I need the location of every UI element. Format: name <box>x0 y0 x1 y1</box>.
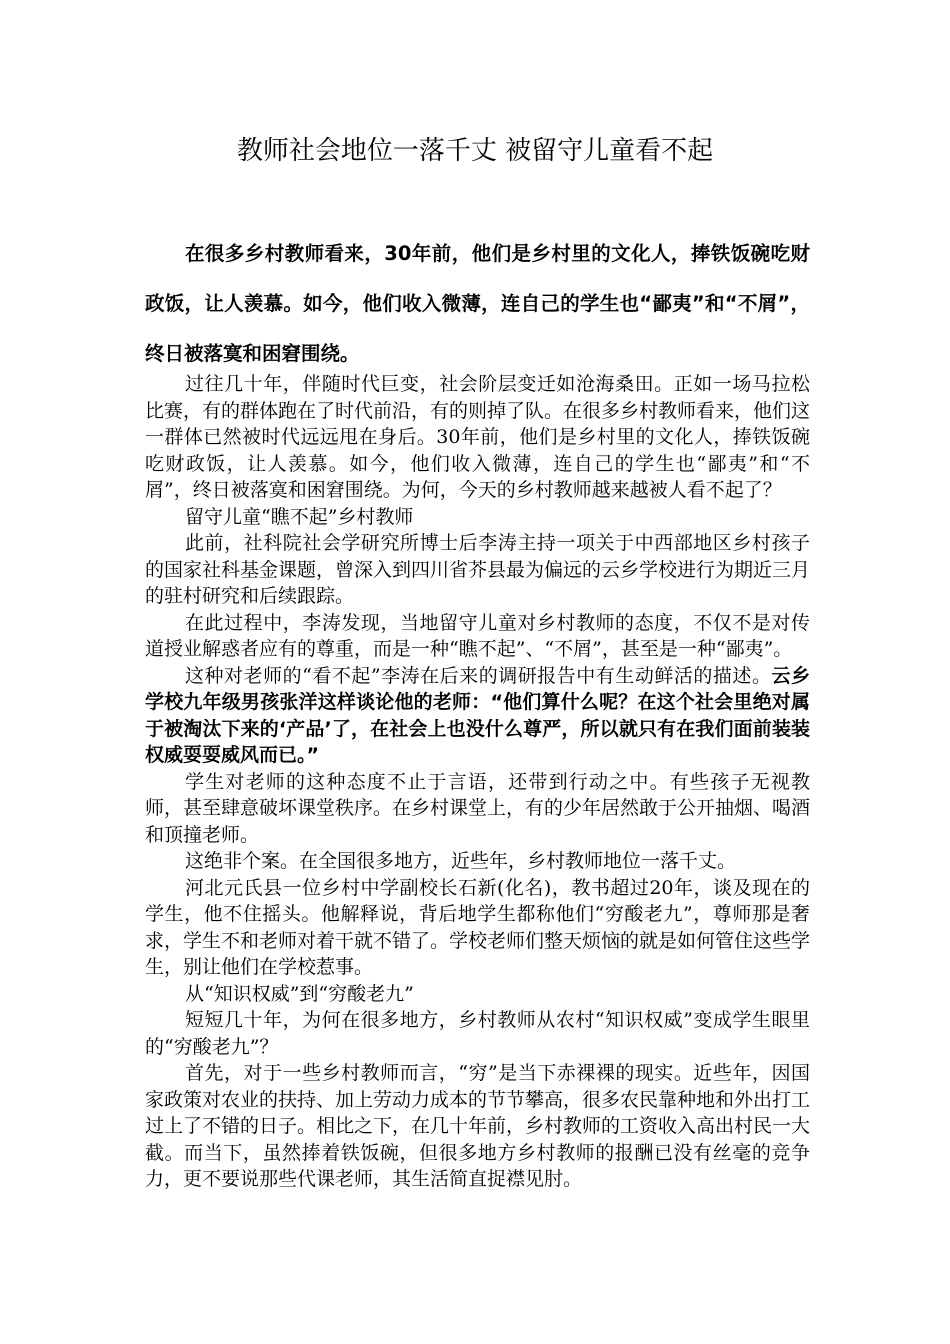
paragraph: 这绝非个案。在全国很多地方，近些年，乡村教师地位一落千丈。 <box>185 850 737 872</box>
article-lead: 在很多乡村教师看来，30年前，他们是乡村里的文化人，捧铁饭碗吃财政饭，让人羡慕。如今，他们收入微薄，连自己的学生也“鄙夷”和“不屑”，终日被落寞和困窘围绕。 <box>145 242 810 365</box>
paragraph: 短短几十年，为何在很多地方，乡村教师从农村“知识权威”变成学生眼里的“穷酸老九”？ <box>145 1009 810 1058</box>
section-heading: 留守儿童“瞧不起”乡村教师 <box>185 505 414 528</box>
paragraph: 在此过程中，李涛发现，当地留守儿童对乡村教师的态度，不仅不是对传道授业解惑者应有的尊重，而是一种“瞧不起”、“不屑”，甚至是一种“鄙夷”。 <box>145 611 810 660</box>
article-title: 教师社会地位一落千丈 被留守儿童看不起 <box>236 136 714 166</box>
paragraph: 此前，社科院社会学研究所博士后李涛主持一项关于中西部地区乡村孩子的国家社科基金课题，曾深入到四川省芥县最为偏远的云乡学校进行为期近三月的驻村研究和后续跟踪。 <box>145 532 811 607</box>
paragraph-with-quote <box>145 663 810 769</box>
section-heading: 从“知识权威”到“穷酸老九” <box>185 982 414 1005</box>
paragraph-text: 这种对老师的“看不起”李涛在后来的调研报告中有生动鲜活的描述。 <box>185 664 772 687</box>
paragraph: 学生对老师的这种态度不止于言语，还带到行动之中。有些孩子无视教师，甚至肆意破坏课堂秩序。在乡村课堂上，有的少年居然敢于公开抽烟、喝酒和顶撞老师。 <box>145 770 811 846</box>
article-body <box>145 371 810 1193</box>
paragraph: 首先，对于一些乡村教师而言，“穷”是当下赤裸裸的现实。近些年，因国家政策对农业的扶持、加上劳动力成本的节节攀高，很多农民靠种地和外出打工过上了不错的日子。相比之下，在几十年前，乡村教师的工资收入高出村民一大截。而当下，虽然捧着铁饭碗，但很多地方乡村教师的报酬已没有丝毫的竞争力，更不要说那些代课老师，其生活简直捉襟见肘。 <box>145 1062 811 1190</box>
paragraph: 河北元氏县一位乡村中学副校长石新(化名)，教书超过20年，谈及现在的学生，他不住摇头。他解释说，背后地学生都称他们“穷酸老九”，尊师那是奢求，学生不和老师对着干就不错了。学校老师们整天烦恼的就是如何管住这些学生，别让他们在学校惹事。 <box>145 876 811 978</box>
paragraph: 过往几十年，伴随时代巨变，社会阶层变迁如沧海桑田。正如一场马拉松比赛，有的群体跑在了时代前沿，有的则掉了队。在很多乡村教师看来，他们这一群体已然被时代远远甩在身后。30年前，他们是乡村里的文化人，捧铁饭碗吃财政饭，让人羡慕。如今，他们收入微薄，连自己的学生也“鄙夷”和“不屑”，终日被落寞和困窘围绕。为何，今天的乡村教师越来越被人看不起了？ <box>145 373 811 501</box>
quoted-statement: 云乡学校九年级男孩张洋这样谈论他的老师：“他们算什么呢？在这个社会里绝对属于被淘汰下来的‘产品’了，在社会上也没什么尊严，所以就只有在我们面前装装权威耍耍威风而已。” <box>145 664 810 766</box>
